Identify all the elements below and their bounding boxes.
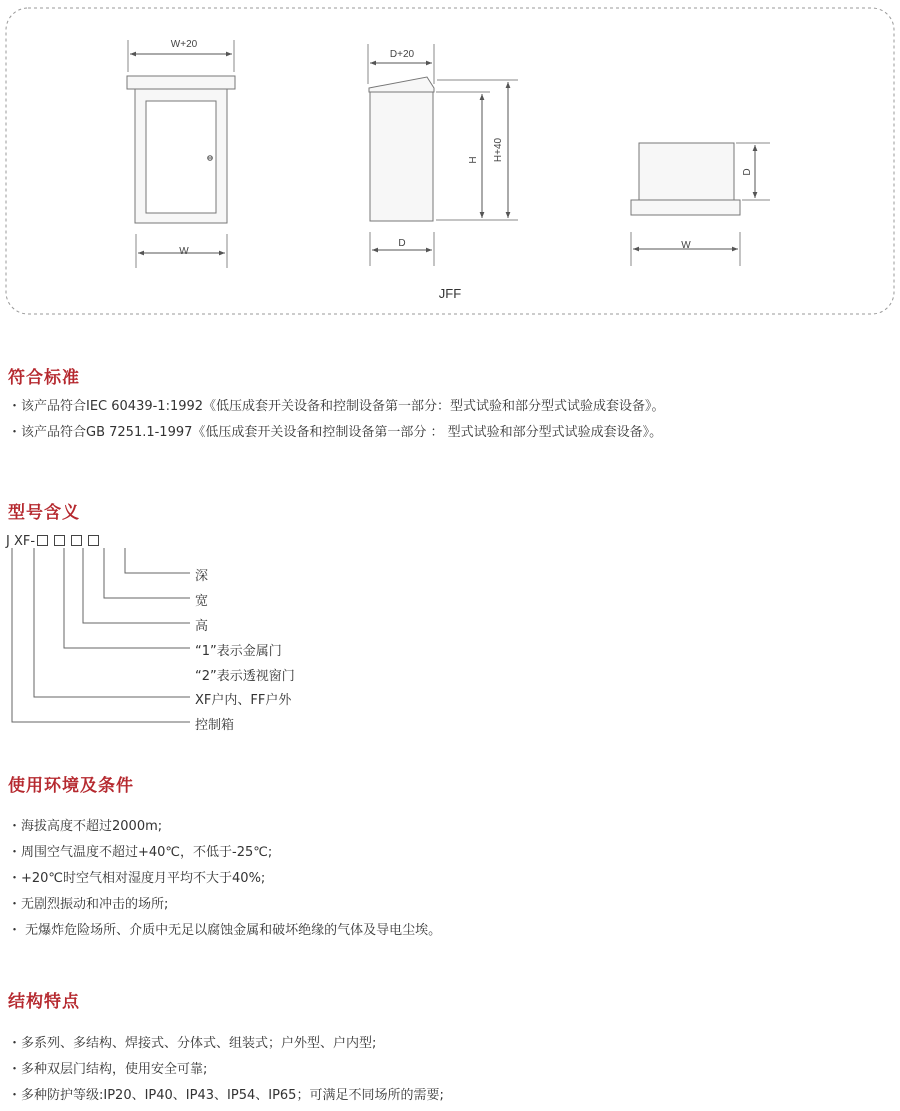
diagram-caption: JFF bbox=[438, 286, 462, 301]
cabinet-dimension-diagram bbox=[0, 0, 900, 320]
list-item: ・周围空气温度不超过+40℃，不低于-25℃; bbox=[8, 845, 273, 860]
code-box-door bbox=[37, 535, 48, 546]
side-roof bbox=[369, 77, 434, 92]
code-xf: XF- bbox=[13, 534, 36, 549]
environment-list bbox=[8, 814, 441, 944]
top-depth-label: D bbox=[742, 168, 753, 176]
legend-indoor-outdoor: XF户内、FF户外 bbox=[195, 693, 292, 708]
list-item: ・多种防护等级:IP20、IP40、IP43、IP54、IP65；可满足不同场所的需要; bbox=[8, 1088, 444, 1103]
list-item: ・多系列、多结构、焊接式、分体式、组装式；户外型、户内型; bbox=[8, 1036, 377, 1051]
front-width-top-label: W+20 bbox=[170, 39, 198, 50]
list-item: ・海拔高度不超过2000m; bbox=[8, 819, 163, 834]
code-box-width bbox=[71, 535, 82, 546]
side-height-label: H bbox=[468, 156, 479, 164]
legend-height: 高 bbox=[195, 619, 209, 634]
model-heading: 型号含义 bbox=[8, 503, 80, 523]
standards-heading: 符合标准 bbox=[8, 368, 80, 388]
structure-heading: 结构特点 bbox=[8, 992, 80, 1012]
list-item: ・多种双层门结构，使用安全可靠; bbox=[8, 1062, 208, 1077]
list-item: ・该产品符合GB 7251.1-1997《低压成套开关设备和控制设备第一部分 ： 型式试验和部分型式试验成套设备》。 bbox=[8, 425, 663, 440]
legend-width: 宽 bbox=[195, 594, 209, 609]
front-view bbox=[127, 40, 235, 268]
code-box-height bbox=[54, 535, 65, 546]
side-height-total-label: H+40 bbox=[493, 137, 504, 163]
list-item: ・无剧烈振动和冲击的场所; bbox=[8, 897, 169, 912]
list-item: ・+20℃时空气相对湿度月平均不大于40%; bbox=[8, 871, 266, 886]
code-box-depth bbox=[88, 535, 99, 546]
side-depth-bottom-label: D bbox=[398, 238, 406, 249]
side-depth-top-label: D+20 bbox=[389, 49, 415, 60]
top-width-label: W bbox=[681, 240, 691, 251]
top-body bbox=[639, 143, 734, 200]
top-base bbox=[631, 200, 740, 215]
legend-window-door: “2”表示透视窗门 bbox=[195, 669, 295, 684]
environment-heading: 使用环境及条件 bbox=[8, 776, 134, 796]
legend-depth: 深 bbox=[195, 569, 209, 584]
list-item: ・ 无爆炸危险场所、介质中无足以腐蚀金属和破坏绝缘的气体及导电尘埃。 bbox=[8, 923, 442, 938]
front-width-bottom-label: W bbox=[179, 246, 189, 257]
standards-list bbox=[8, 394, 665, 446]
model-leader-lines bbox=[0, 548, 200, 728]
legend-metal-door: “1”表示金属门 bbox=[195, 644, 282, 659]
model-code bbox=[6, 534, 99, 549]
side-body bbox=[370, 92, 433, 221]
structure-list bbox=[8, 1031, 444, 1109]
front-roof bbox=[127, 76, 235, 89]
legend-control-box: 控制箱 bbox=[195, 718, 235, 733]
top-view bbox=[631, 143, 770, 266]
list-item: ・该产品符合IEC 60439-1:1992《低压成套开关设备和控制设备第一部分：型式试验和部分型式试验成套设备》。 bbox=[8, 399, 665, 414]
code-j: J bbox=[6, 534, 10, 549]
front-door bbox=[146, 101, 216, 213]
